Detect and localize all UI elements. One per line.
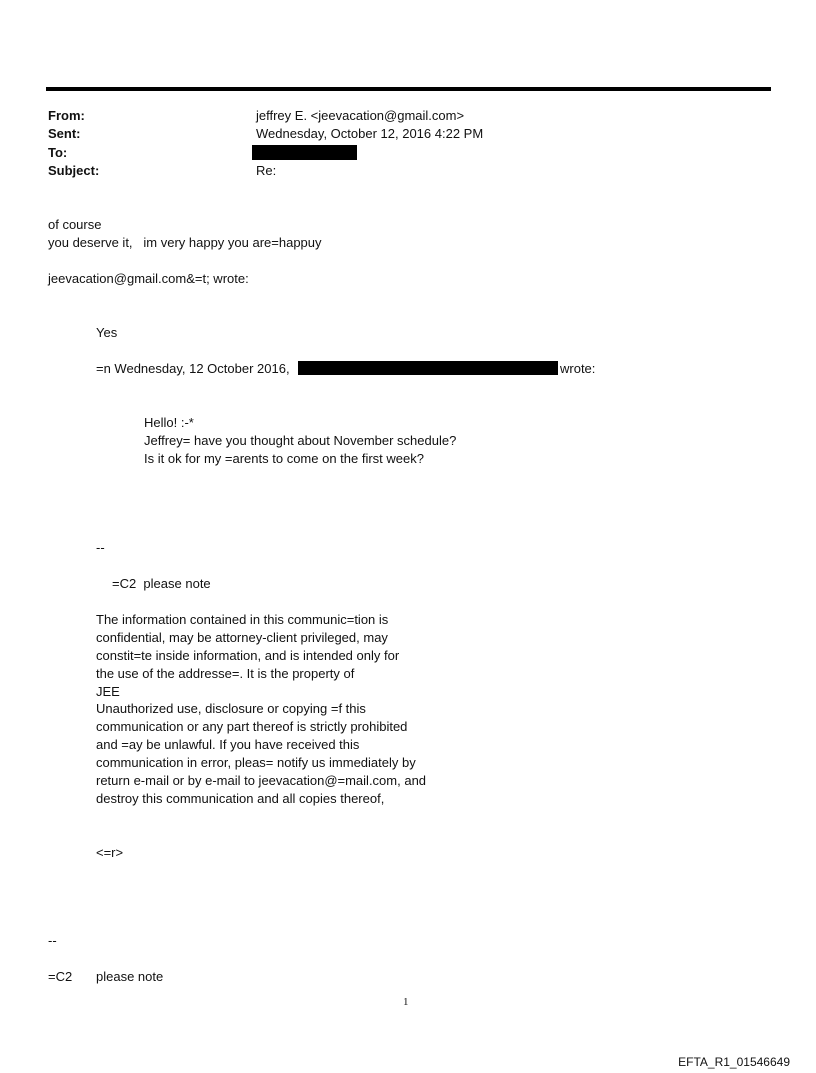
signature-separator: -- — [96, 540, 105, 555]
document-id-stamp: EFTA_R1_01546649 — [678, 1055, 790, 1069]
disclaimer-line: confidential, may be attorney-client privileged, may — [96, 630, 388, 645]
disclaimer-line: The information contained in this communic=tion is — [96, 612, 389, 627]
signature-note: =C2 please note — [112, 576, 211, 591]
to-redaction — [252, 145, 357, 160]
attribution-line: jeevacation@gmail.com&=t; wrote: — [48, 271, 249, 286]
to-label: To: — [48, 145, 68, 160]
disclaimer-line: constit=te inside information, and is intended only for — [96, 648, 400, 663]
signature2-separator: -- — [48, 933, 57, 948]
disclaimer-line: Unauthorized use, disclosure or copying =f this — [96, 701, 366, 716]
sent-value: Wednesday, October 12, 2016 4:22 PM — [256, 126, 484, 141]
disclaimer-line: and =ay be unlawful. If you have received this — [96, 737, 360, 752]
signature2-note: please note — [96, 969, 164, 984]
quote2-line: Is it ok for my =arents to come on the first week? — [144, 451, 424, 466]
reply-line: of course — [48, 217, 102, 232]
quote2-line: Hello! :-* — [144, 415, 194, 430]
quote1-attribution-redaction — [298, 361, 558, 375]
from-label: From: — [48, 108, 85, 123]
br-tag-text: <=r> — [96, 845, 124, 860]
disclaimer-line: destroy this communication and all copies thereof, — [96, 791, 385, 806]
quote1-text: Yes — [96, 325, 118, 340]
from-value: jeffrey E. <jeevacation@gmail.com> — [256, 108, 465, 123]
reply-line: you deserve it, im very happy you are=happuy — [48, 235, 322, 250]
disclaimer-line: communication in error, pleas= notify us immediately by — [96, 755, 416, 770]
disclaimer-line: communication or any part thereof is strictly prohibited — [96, 719, 408, 734]
header-rule — [46, 87, 771, 91]
signature2-prefix: =C2 — [48, 969, 73, 984]
quote1-attribution-suffix: wrote: — [560, 361, 596, 376]
subject-label: Subject: — [48, 163, 100, 178]
disclaimer-line: JEE — [96, 684, 120, 699]
subject-value: Re: — [256, 163, 277, 178]
disclaimer-line: the use of the addresse=. It is the property of — [96, 666, 355, 681]
disclaimer-line: return e-mail or by e-mail to jeevacation@=mail.com, and — [96, 773, 427, 788]
quote1-attribution-prefix: =n Wednesday, 12 October 2016, — [96, 361, 290, 376]
quote2-line: Jeffrey= have you thought about November schedule? — [144, 433, 457, 448]
page-number: 1 — [403, 996, 409, 1008]
sent-label: Sent: — [48, 126, 81, 141]
